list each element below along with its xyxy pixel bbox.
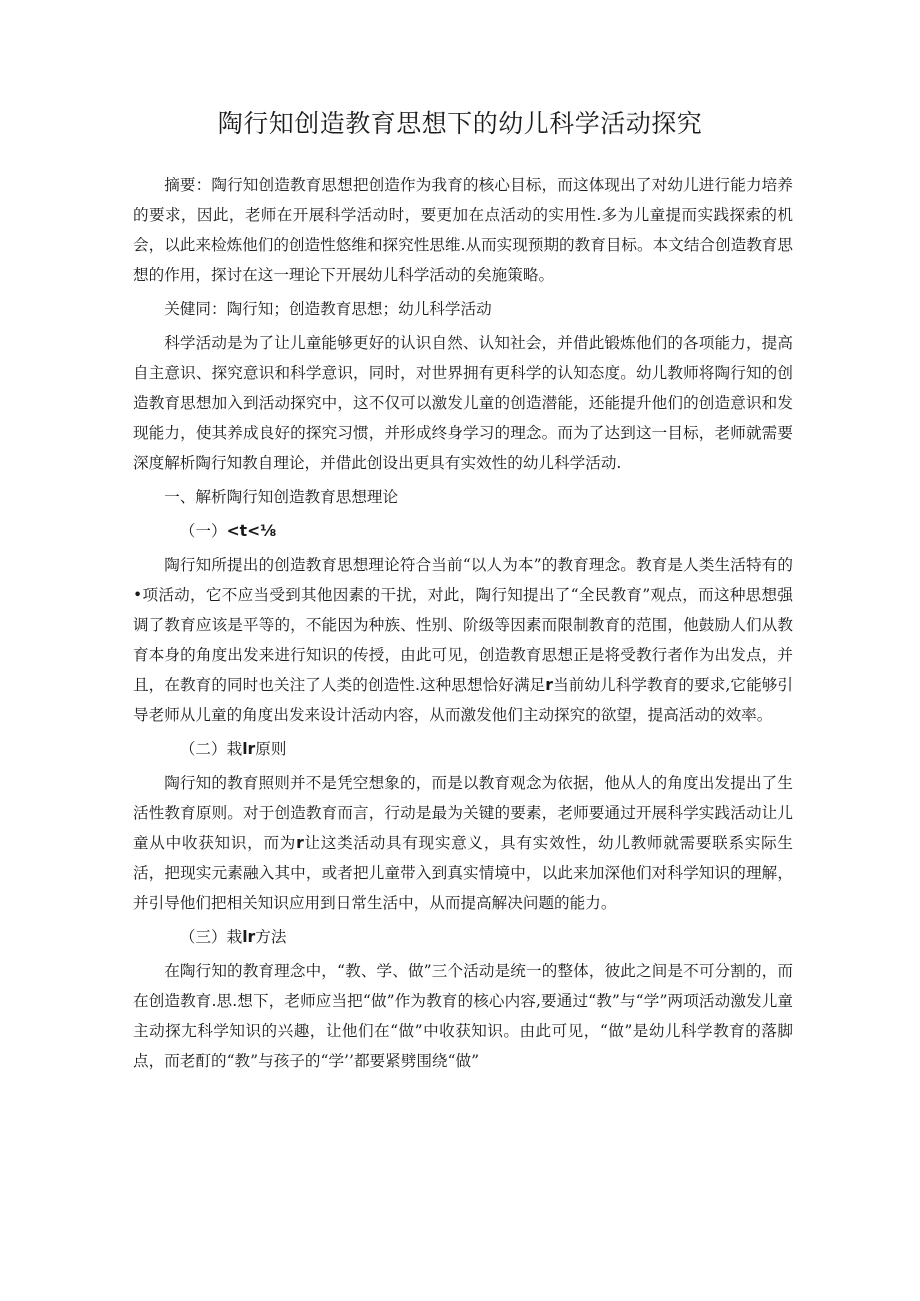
subsection-3-heading bbox=[133, 922, 793, 952]
subsection-1-title: <t<⅛ bbox=[226, 522, 277, 540]
subsection-3-number: （三）栽 bbox=[179, 928, 243, 946]
subsection-2-glyph: lr bbox=[242, 740, 256, 758]
subsection-1-heading bbox=[133, 516, 793, 546]
subsection-1-number: （一） bbox=[179, 522, 227, 540]
section-1-heading: 一、解析陶行知创造教育思想理论 bbox=[164, 488, 399, 506]
intro-paragraph: 科学活动是为了让儿童能够更好的认识自然、认知社会，并借此锻炼他们的各项能力，提高自主意识、探究意识和科学意识，同时，对世界拥有更科学的认知态度。幼儿教师将陶行知的创造教育思想加入到活动探究中，这不仅可以激发儿童的创造潜能，还能提升他们的创造意识和发现能力，使其养成良好的探究习惯，并形成终身学习的理念。而为了达到这一目标，老师就需要深度解析陶行知教自理论，并借此创设出更具有实效性的幼儿科学活动. bbox=[133, 334, 793, 472]
subsection-1-text: 陶行知所提出的创造教育思想理论符合当前“以人为本”的教育理念。教育是人类生活特有的•项活动，它不应当受到其他因素的干扰，对此，陶行知提出了“全民教育”观点，而这种思想强调了教育应该是平等的，不能因为种族、性别、阶级等因素而限制教育的范围，他鼓励人们从教育本身的角度出发来进行知识的传授，由此可见，创造教育思想正是将受教行者作为出发点，并且，在教育的同时也关注了人类的创造性.这种思想恰好满足 bbox=[133, 556, 793, 694]
subsection-2-number: （二）栽 bbox=[179, 740, 243, 758]
subsection-3-paragraph: 在陶行知的教育理念中，“教、学、做”三个活动是统一的整体，彼此之间是不可分割的，而在创造教育.思.想下，老师应当把“做”作为教育的核心内容,要通过“教”与“学”两项活动激发儿童主动探尢科学知识的兴趣，让他们在“做”中收获知识。由此可见，“做”是幼儿科学教育的落脚点，而老酊的“教”与孩子的“学’’都要紧劈围绕“做” bbox=[133, 962, 793, 1070]
subsection-2-paragraph bbox=[133, 768, 793, 918]
subsection-1-glyph: r bbox=[545, 676, 553, 694]
subsection-3-title: 方法 bbox=[255, 928, 287, 946]
document-title: 陶行知创造教育思想下的幼儿科学活动探究 bbox=[217, 109, 703, 138]
subsection-1-text-tail: 当前幼儿科学教育的要求,它能够引导老师从儿童的角度出发来设计活动内容，从而激发他们主动探究的欲望，提高活动的效率。 bbox=[133, 676, 793, 724]
subsection-3-glyph: lr bbox=[242, 928, 256, 946]
document-body bbox=[133, 170, 793, 1080]
subsection-2-text-a: 陶行知的教育照则并不是凭空想象的，而是以教育观念为依据，他从人的角度出发提出了生活性教育原则。对于创造教育而言，行动是最为关键的要素，老师要通过开展科学实践活动让儿童从中收获知识，而为 bbox=[133, 774, 793, 852]
subsection-2-title: 原则 bbox=[255, 740, 287, 758]
keywords-line: 关健同：陶行知；创造教育思想；幼儿科学活动 bbox=[164, 300, 492, 318]
subsection-2-heading bbox=[133, 734, 793, 764]
subsection-2-inline-glyph: r bbox=[296, 834, 304, 852]
subsection-1-paragraph bbox=[133, 550, 793, 730]
abstract-paragraph: 摘要：陶行知创造教育思想把创造作为我育的核心目标，而这体现出了对幼儿进行能力培养的要求，因此，老师在开展科学活动时，要更加在点活动的实用性.多为儿童提而实践探索的机会，以此来检炼他们的创造性悠维和探究性思维.从而实现预期的教育目标。本文结合创造教育思想的作用，探讨在这一理论下开展幼儿科学活动的矣施策略。 bbox=[133, 176, 793, 284]
subsection-2-text-b: 让这类活动具有现实意义，具有实效性，幼儿教师就需要联系实际生活，把现实元素融入其中，或者把儿童带入到真实情境中，以此来加深他们对科学知识的理解，并引导他们把相关知识应用到日常生活中，从而提高解决问题的能力。 bbox=[133, 834, 793, 912]
